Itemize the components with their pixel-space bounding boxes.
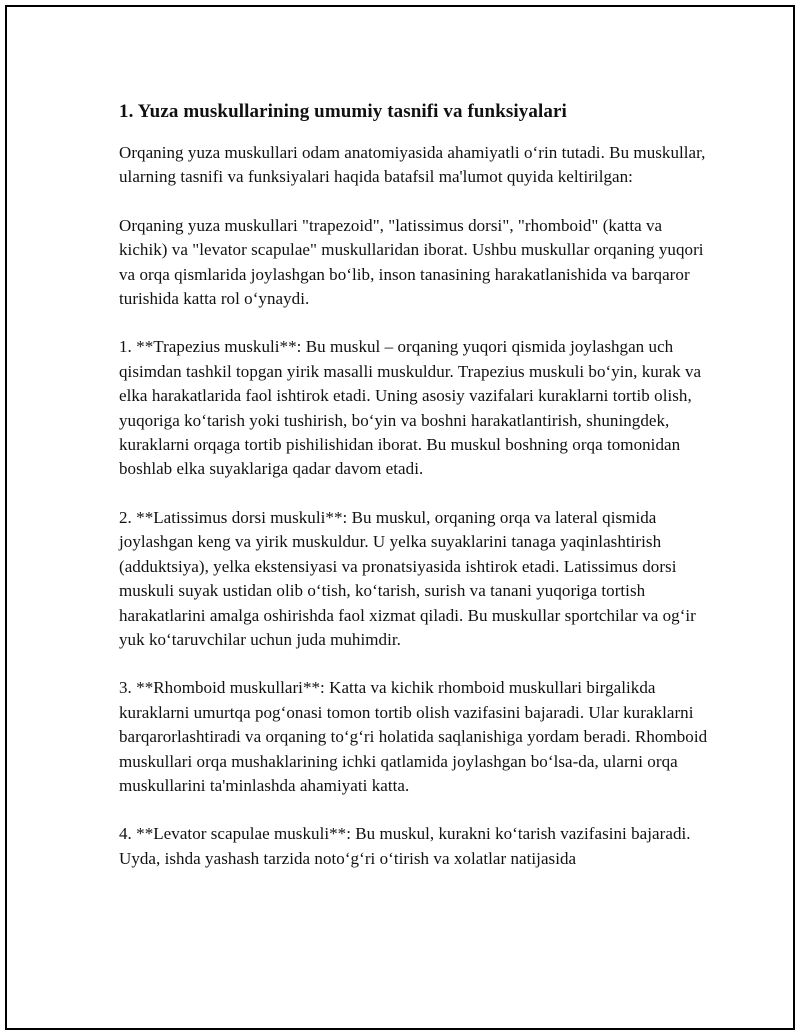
section-heading: 1. Yuza muskullarining umumiy tasnifi va funksiyalari xyxy=(119,101,567,122)
paragraph-intro: Orqaning yuza muskullari odam anatomiyasida ahamiyatli o‘rin tutadi. Bu muskullar, ularning tasnifi va funksiyalari haqida batafsil ma'lumot quyida keltirilgan: xyxy=(119,143,706,187)
paragraph-levator-scapulae: 4. **Levator scapulae muskuli**: Bu muskul, kurakni ko‘tarish vazifasini bajaradi. Uyda, ishda yashash tarzida noto‘g‘ri o‘tirish va xolatlar natijasida xyxy=(119,824,691,868)
paragraph-overview: Orqaning yuza muskullari "trapezoid", "latissimus dorsi", "rhomboid" (katta va kichik) va "levator scapulae" muskullaridan iborat. Ushbu muskullar orqaning yuqori va orqa qismlarida joylashgan bo‘lib, inson tanasining harakatlanishida va barqaror turishida katta rol o‘ynaydi. xyxy=(119,215,704,309)
document-body xyxy=(119,99,709,895)
page-frame xyxy=(5,5,795,1030)
paragraph-rhomboid: 3. **Rhomboid muskullari**: Katta va kichik rhomboid muskullari birgalikda kuraklarni umurtqa pog‘onasi tomon tortib olish vazifasini bajaradi. Ular kuraklarni barqarorlashtiradi va orqaning to‘g‘ri holatida saqlanishiga yordam beradi. Rhomboid muskullari orqa mushaklarining ichki qatlamida joylashgan bo‘lsa-da, ularni orqa muskullarini ta'minlashda ahamiyati katta. xyxy=(119,678,708,795)
paragraph-trapezius: 1. **Trapezius muskuli**: Bu muskul – orqaning yuqori qismida joylashgan uch qisimdan tashkil topgan yirik masalli muskuldur. Trapezius muskuli bo‘yin, kurak va elka harakatlarida faol ishtirok etadi. Uning asosiy vazifalari kuraklarni tortib olish, yuqoriga ko‘tarish yoki tushirish, bo‘yin va boshni harakatlantirish, shuningdek, kuraklarni orqaga tortib pishilishidan iborat. Bu muskul boshning orqa tomonidan boshlab elka suyaklariga qadar davom etadi. xyxy=(119,337,702,479)
paragraph-latissimus-dorsi: 2. **Latissimus dorsi muskuli**: Bu muskul, orqaning orqa va lateral qismida joylashgan keng va yirik muskuldur. U yelka suyaklarini tanaga yaqinlashtirish (adduktsiya), yelka ekstensiyasi va pronatsiyasida ishtirok etadi. Latissimus dorsi muskuli suyak ustidan olib o‘tish, ko‘tarish, surish va tanani yuqoriga tortish harakatlarini amalga oshirishda faol xizmat qiladi. Bu muskullar sportchilar va og‘ir yuk ko‘taruvchilar uchun juda muhimdir. xyxy=(119,507,696,649)
